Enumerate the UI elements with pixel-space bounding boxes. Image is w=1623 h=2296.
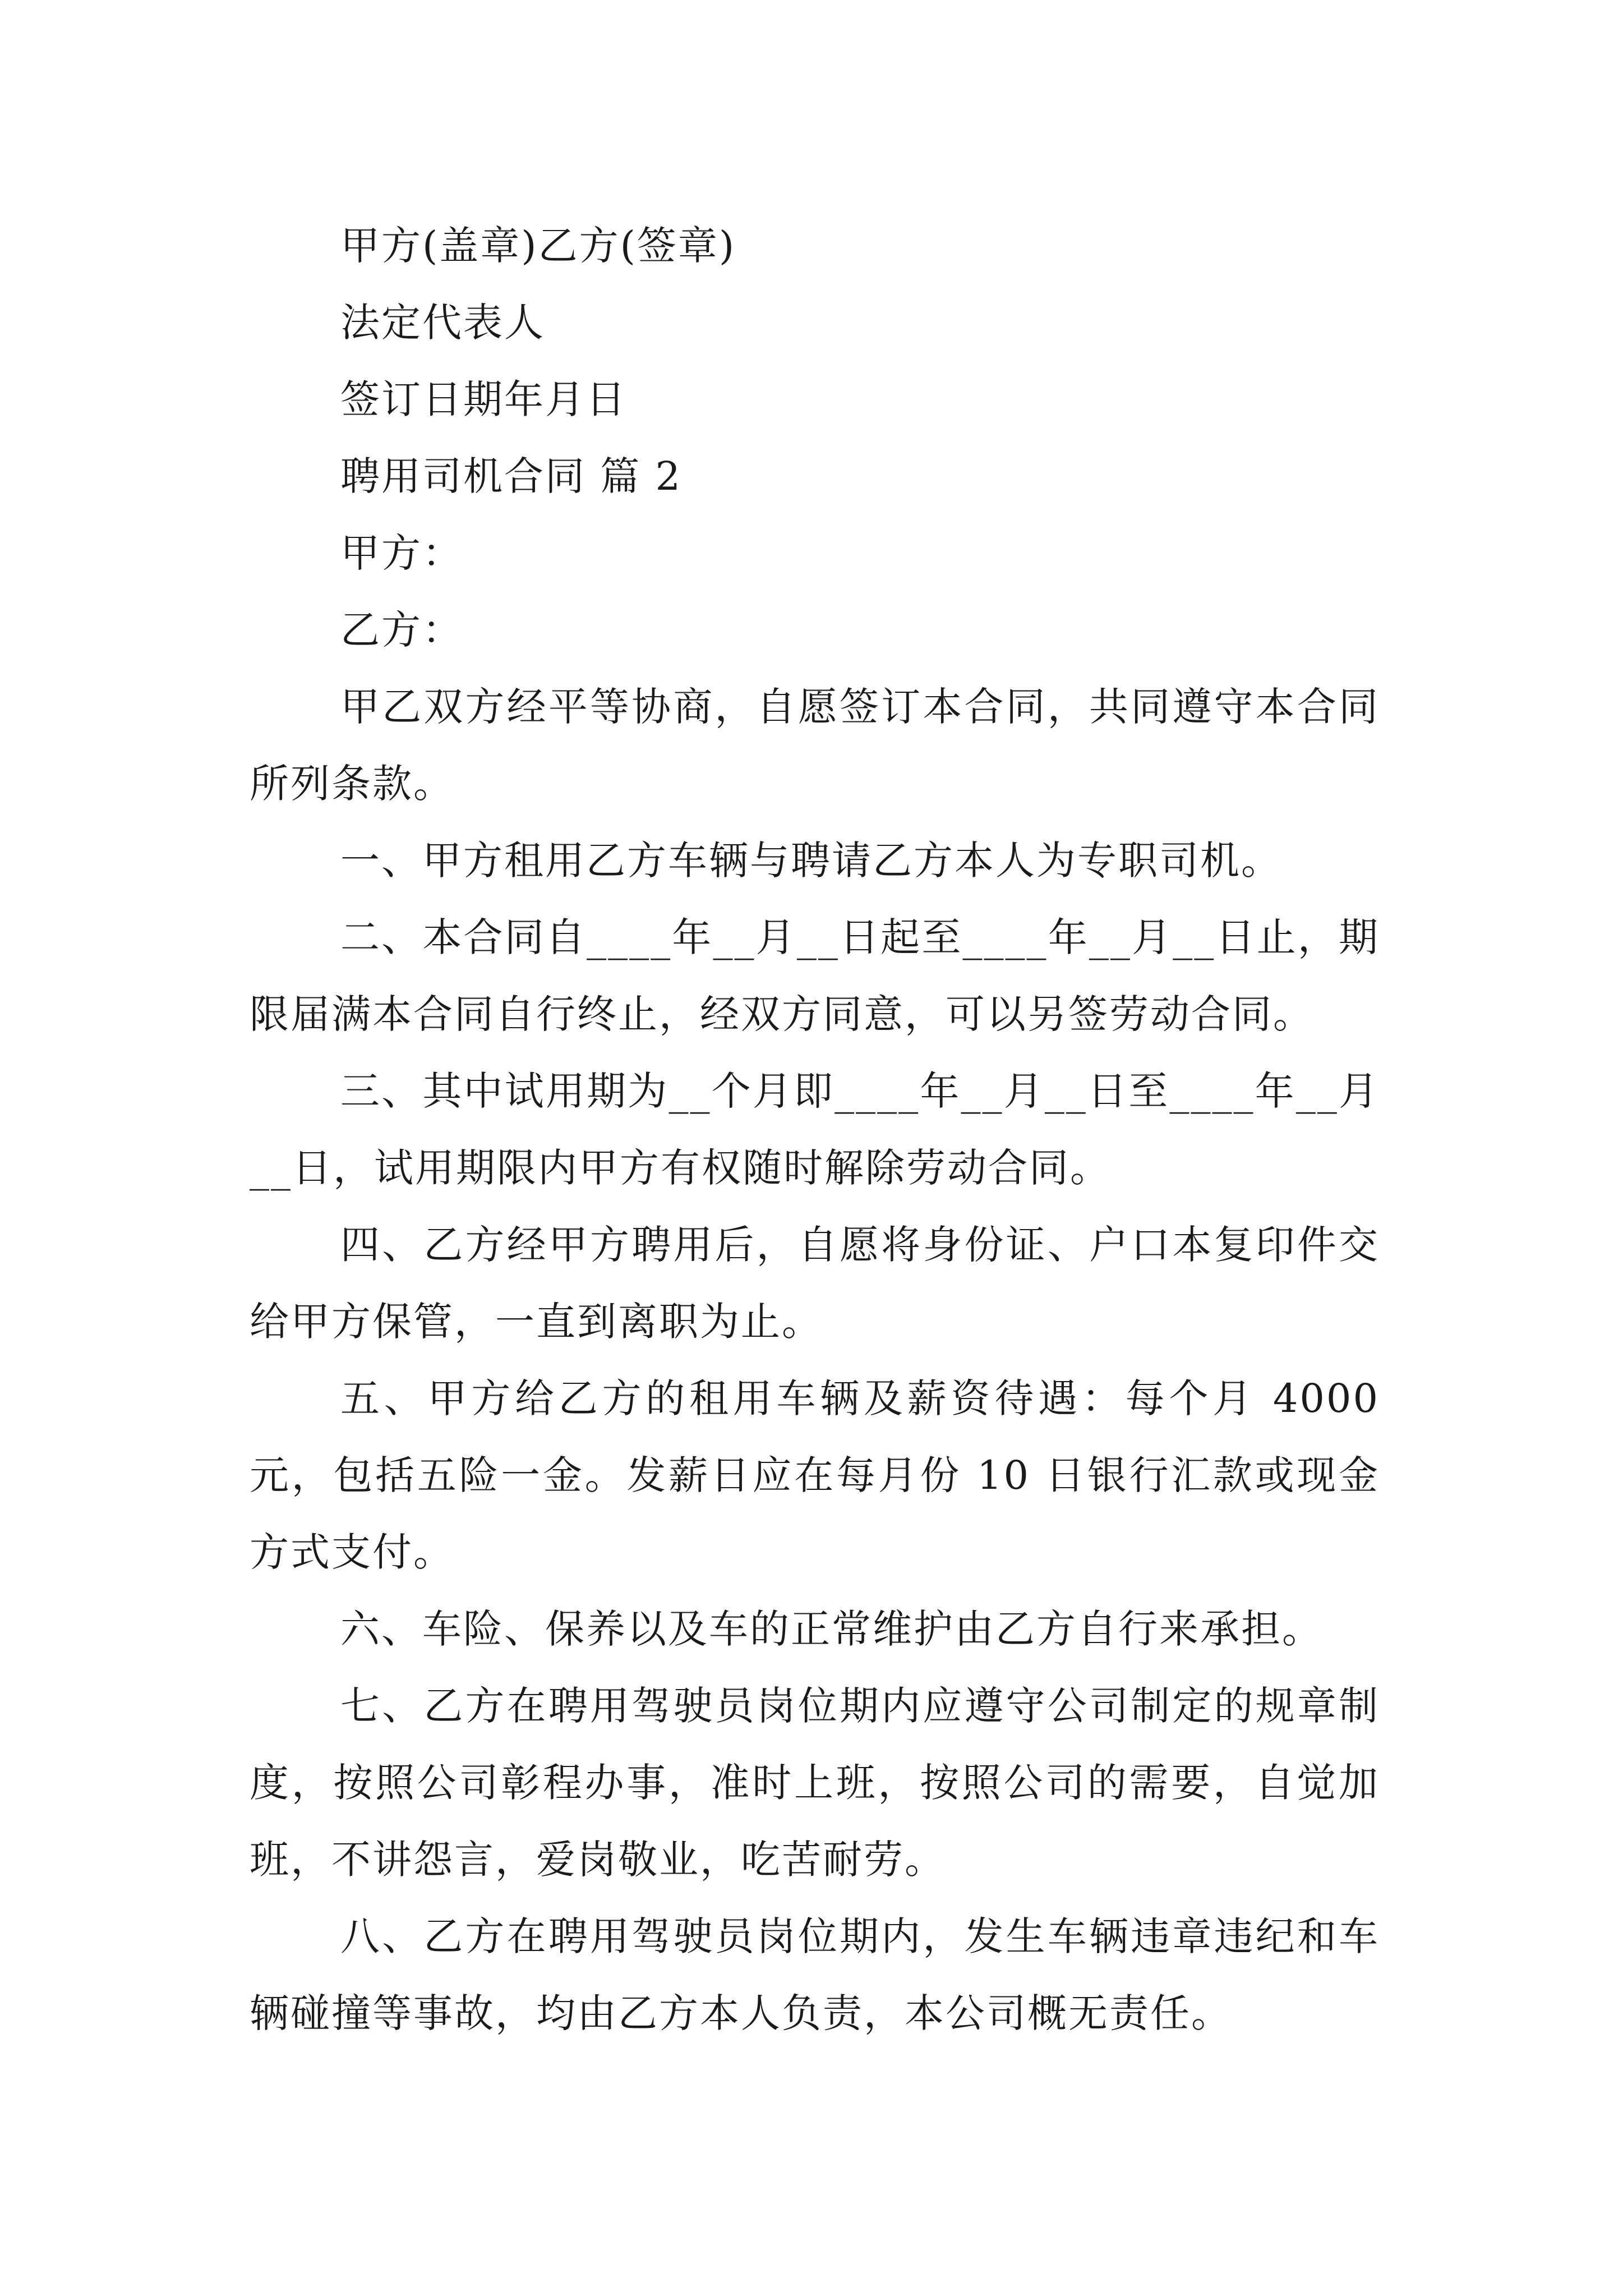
clause-2: 二、本合同自____年__月__日起至____年__月__日止，期限届满本合同自行终止，经双方同意，可以另签劳动合同。 [250,914,1380,1037]
legal-representative-line: 法定代表人 [340,300,545,346]
contract-section-title: 聘用司机合同 篇 2 [340,453,683,499]
signing-date-line: 签订日期年月日 [340,376,627,422]
document-body [250,208,1380,2052]
clause-8: 八、乙方在聘用驾驶员岗位期内，发生车辆违章违纪和车辆碰撞等事故，均由乙方本人负责，本公司概无责任。 [250,1913,1380,2036]
intro-paragraph: 甲乙双方经平等协商，自愿签订本合同，共同遵守本合同所列条款。 [250,684,1380,807]
clause-4: 四、乙方经甲方聘用后，自愿将身份证、户口本复印件交给甲方保管，一直到离职为止。 [250,1222,1380,1345]
clause-3: 三、其中试用期为__个月即____年__月__日至____年__月__日，试用期限内甲方有权随时解除劳动合同。 [250,1068,1380,1191]
party-b-line: 乙方： [340,607,463,653]
party-a-line: 甲方： [340,530,463,576]
clause-5: 五、甲方给乙方的租用车辆及薪资待遇：每个月 4000 元，包括五险一金。发薪日应在每月份 10 日银行汇款或现金方式支付。 [250,1375,1380,1575]
clause-6: 六、车险、保养以及车的正常维护由乙方自行来承担。 [340,1606,1323,1652]
clause-1: 一、甲方租用乙方车辆与聘请乙方本人为专职司机。 [340,838,1282,884]
signature-line: 甲方(盖章)乙方(签章) [340,223,736,269]
clause-7: 七、乙方在聘用驾驶员岗位期内应遵守公司制定的规章制度，按照公司彰程办事，准时上班，按照公司的需要，自觉加班，不讲怨言，爱岗敬业，吃苦耐劳。 [250,1683,1380,1883]
